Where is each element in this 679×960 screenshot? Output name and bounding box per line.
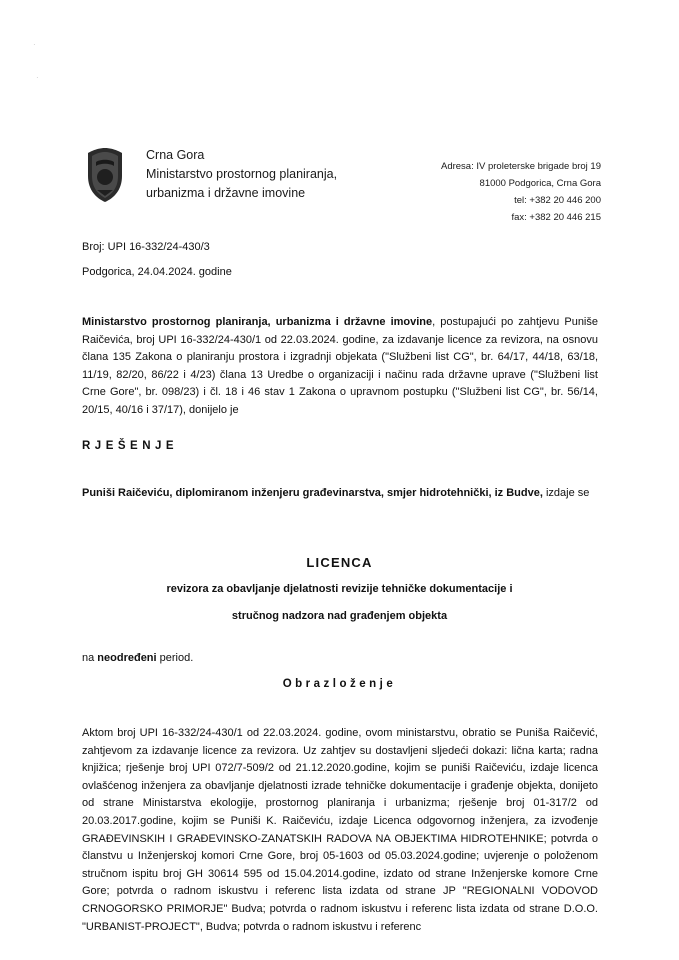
intro-ministry-bold: Ministarstvo prostornog planiranja, urbanizma i državne imovine (82, 316, 433, 328)
reference-place-date: Podgorica, 24.04.2024. godine (82, 266, 232, 278)
montenegro-coat-of-arms-icon (82, 146, 128, 204)
license-subtitle-line-1: revizora za obavljanje djelatnosti revizije tehničke dokumentacije i (166, 583, 513, 595)
decision-heading: RJEŠENJE (82, 440, 179, 452)
subject-name-bold: Puniši Raičeviću, diplomiranom inženjeru građevinarstva, smjer hidrotehnički, iz Budve, (82, 487, 543, 499)
address-block (281, 158, 601, 226)
reference-block (82, 235, 482, 285)
subject-issue-text: izdaje se (542, 487, 590, 499)
intro-rest-text: , postupajući po zahtjevu Puniše Raičevića, broj UPI 16-332/24-430/1 od 22.03.2024. godine, za izdavanje licence za revizora, na osnovu člana 135 Zakona o planiranju prostora i izgradnji objekata ("Službeni list CG", br. 64/17, 44/18, 63/18, 11/19, 82/20, 86/22 i 4/23) člana 13 Uredbe o organizaciji i načinu rada državne uprave ("Službeni list Crne Gore", br. 098/23) i čl. 18 i 46 stav 1 Zakona o upravnom postupku ("Službeni list CG", br. 56/14, 20/15, 40/16 i 37/17), donijelo je (82, 316, 598, 416)
ministry-name-line-1: Ministarstvo prostornog planiranja, (146, 167, 338, 181)
period-suffix: period. (156, 652, 194, 664)
subject-paragraph (82, 485, 598, 503)
address-tel: tel: +382 20 446 200 (514, 195, 601, 206)
address-fax: fax: +382 20 446 215 (511, 212, 601, 223)
explanation-body: Aktom broj UPI 16-332/24-430/1 od 22.03.2024. godine, ovom ministarstvu, obratio se Puniša Raičević, zahtjevom za izdavanje licence za revizora. Uz zahtjev su dostavljeni sljedeći dokazi: lična karta; radna knjižica; rješenje broj UPI 072/7-509/2 od 21.12.2020.godine, kojim se puniši Raičeviću, izdaje licenca ovlašćenog inženjera za obavljanje djelatnosti izrade tehničke dokumentacije i građenje objekta, donijeto od strane Ministarstva ekologije, prostornog planiranja i urbanizma; rješenje broj 01-317/2 od 20.03.2017.godine, kojim se Puniši K. Raičeviću, izdaje Licenca odgovornog inženjera, za izvođenje GRAĐEVINSKIH I GRAĐEVINSKO-ZANATSKIH RADOVA NA OBJEKTIMA HIDROTEHNIKE; potvrda o članstvu u Inženjerskoj komori Crne Gore, broj 05-1603 od 05.03.2024.godine; uvjerenje o položenom stručnom ispitu broj GH 30614 595 od 15.04.2014.godine, izdato od strane Inženjerske komore Crne Gore; potvrda o radnom iskustvu i referenc lista izdata od strane JP "REGIONALNI VODOVOD CRNOGORSKO PRIMORJE" Budva; potvrda o radnom iskustvu i referenc lista izdata od strane D.O.O. "URBANIST-PROJECT", Budva; potvrda o radnom iskustvu i referenc (82, 727, 598, 933)
intro-paragraph (82, 314, 598, 420)
reference-number: Broj: UPI 16-332/24-430/3 (82, 241, 210, 253)
country-name: Crna Gora (146, 148, 205, 162)
license-subtitle-line-2: stručnog nadzora nad građenjem objekta (231, 610, 448, 622)
scan-artifact-mark: · (36, 73, 39, 82)
license-heading: LICENCA (306, 555, 373, 570)
period-paragraph (82, 650, 598, 668)
address-street: Adresa: IV proleterske brigade broj 19 (440, 161, 601, 172)
address-city: 81000 Podgorica, Crna Gora (479, 178, 601, 189)
scan-artifact-mark: · (33, 40, 36, 49)
document-header (0, 140, 679, 230)
period-prefix: na (82, 652, 98, 664)
explanation-heading: Obrazloženje (282, 678, 397, 690)
period-value: neodređeni (97, 652, 157, 664)
ministry-name-line-2: urbanizma i državne imovine (146, 186, 306, 200)
